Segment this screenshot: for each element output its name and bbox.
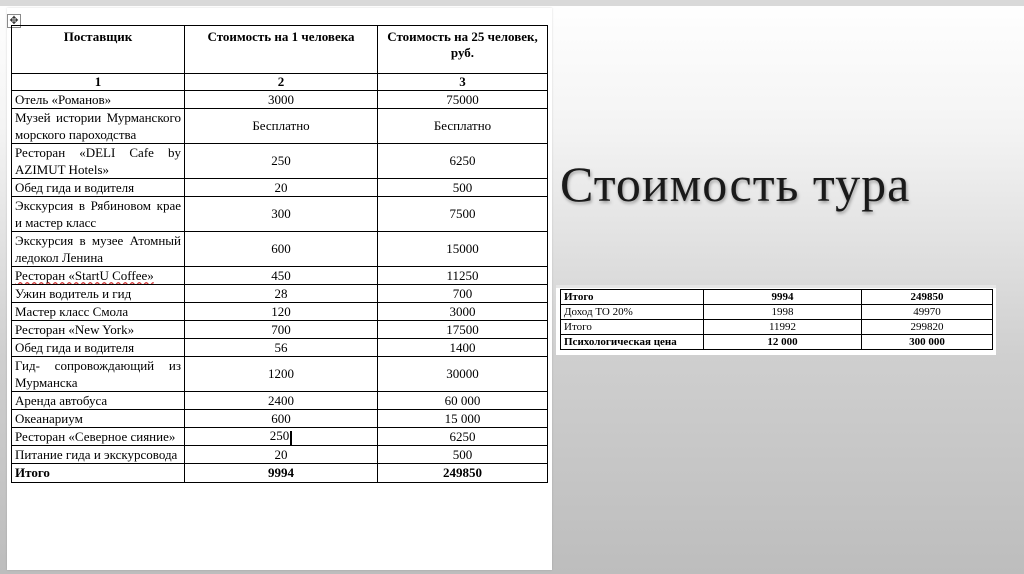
table-row [12,91,548,109]
spellcheck-underlined-name: Ресторан «StartU Coffee» [15,268,154,283]
table-move-handle-icon[interactable]: ✥ [7,14,21,28]
per-person-cell: 20 [185,446,378,464]
per-person-cell: 300 [185,197,378,232]
header-per-person: Стоимость на 1 человека [185,26,378,74]
summary-cropped-edge [556,285,996,288]
per-person-cell: Бесплатно [185,109,378,144]
table-row [12,144,548,179]
per-person-cell[interactable] [185,428,378,446]
summary-row [561,290,993,305]
supplier-cell: Ресторан «Северное сияние» [12,428,185,446]
summary-row [561,320,993,335]
supplier-cell: Музей истории Мурманского морского пароходства [12,109,185,144]
table-row [12,109,548,144]
per-person-cell: 28 [185,285,378,303]
per-25-cell: 60 000 [378,392,548,410]
header-supplier: Поставщик [12,26,185,74]
table-row [12,357,548,392]
per-25-cell: 6250 [378,428,548,446]
per-person-cell: 2400 [185,392,378,410]
supplier-cell: Ресторан «DELI Cafe by AZIMUT Hotels» [12,144,185,179]
supplier-cell: Гид- сопровождающий из Мурманска [12,357,185,392]
header-per-25: Стоимость на 25 человек, руб. [378,26,548,74]
summary-label: Доход ТО 20% [561,305,704,320]
table-row [12,410,548,428]
summary-per-person: 12 000 [704,335,862,350]
supplier-cell: Океанариум [12,410,185,428]
cost-table [11,25,548,483]
summary-label: Психологическая цена [561,335,704,350]
supplier-cell: Мастер класс Смола [12,303,185,321]
table-row [12,446,548,464]
per-25-cell: 6250 [378,144,548,179]
table-row [12,232,548,267]
summary-label: Итого [561,290,704,305]
per-person-cell: 450 [185,267,378,285]
table-row [12,303,548,321]
summary-label: Итого [561,320,704,335]
per-25-cell: 11250 [378,267,548,285]
per-person-cell: 700 [185,321,378,339]
supplier-cell: Отель «Романов» [12,91,185,109]
slide-title: Стоимость тура [560,156,911,212]
summary-table-panel [556,285,996,355]
table-row [12,339,548,357]
summary-row [561,305,993,320]
supplier-cell: Питание гида и экскурсовода [12,446,185,464]
table-row [12,321,548,339]
per-person-cell: 250 [185,144,378,179]
per-person-value: 250 [269,428,290,444]
total-per-25: 249850 [378,464,548,483]
per-25-cell: Бесплатно [378,109,548,144]
per-25-cell: 1400 [378,339,548,357]
summary-per-person: 11992 [704,320,862,335]
per-25-cell: 30000 [378,357,548,392]
summary-per-25: 249850 [862,290,993,305]
table-header-row [12,26,548,74]
per-25-cell: 700 [378,285,548,303]
document-page [7,8,552,570]
index-cell: 2 [185,74,378,91]
per-25-cell: 7500 [378,197,548,232]
per-25-cell: 15 000 [378,410,548,428]
summary-row [561,335,993,350]
column-index-row [12,74,548,91]
per-person-cell: 600 [185,232,378,267]
supplier-cell [12,267,185,285]
index-cell: 1 [12,74,185,91]
index-cell: 3 [378,74,548,91]
per-person-cell: 120 [185,303,378,321]
table-row [12,428,548,446]
summary-per-25: 300 000 [862,335,993,350]
table-row [12,392,548,410]
per-25-cell: 500 [378,179,548,197]
per-person-cell: 3000 [185,91,378,109]
supplier-cell: Обед гида и водителя [12,339,185,357]
table-row [12,179,548,197]
table-row [12,267,548,285]
total-per-person: 9994 [185,464,378,483]
total-label: Итого [12,464,185,483]
summary-per-person: 1998 [704,305,862,320]
summary-table [560,289,993,350]
per-25-cell: 17500 [378,321,548,339]
per-person-cell: 1200 [185,357,378,392]
supplier-cell: Обед гида и водителя [12,179,185,197]
supplier-cell: Экскурсия в музее Атомный ледокол Ленина [12,232,185,267]
per-person-cell: 56 [185,339,378,357]
table-row [12,197,548,232]
summary-per-25: 49970 [862,305,993,320]
per-25-cell: 75000 [378,91,548,109]
slide-top-bar [0,0,1024,6]
supplier-cell: Ужин водитель и гид [12,285,185,303]
summary-per-person: 9994 [704,290,862,305]
summary-per-25: 299820 [862,320,993,335]
per-25-cell: 500 [378,446,548,464]
supplier-cell: Аренда автобуса [12,392,185,410]
per-25-cell: 3000 [378,303,548,321]
text-cursor [290,431,292,445]
supplier-cell: Ресторан «New York» [12,321,185,339]
per-person-cell: 20 [185,179,378,197]
per-25-cell: 15000 [378,232,548,267]
total-row [12,464,548,483]
supplier-cell: Экскурсия в Рябиновом крае и мастер класс [12,197,185,232]
table-row [12,285,548,303]
per-person-cell: 600 [185,410,378,428]
